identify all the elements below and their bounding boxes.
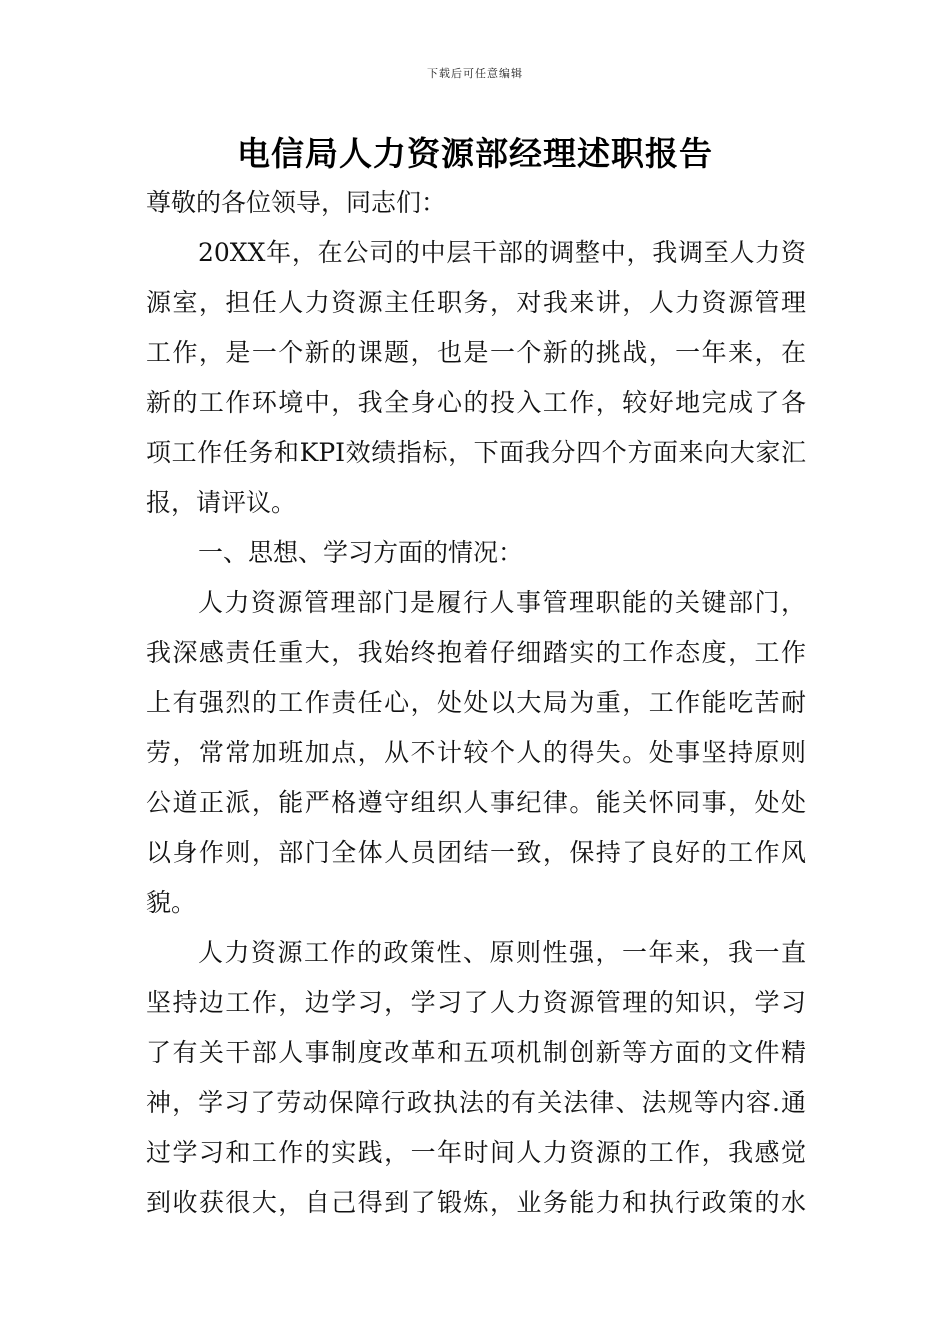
paragraph-2-line-5: 公道正派，能严格遵守组织人事纪律。能关怀同事，处处 — [146, 788, 806, 817]
paragraph-3-line-5: 过学习和工作的实践，一年时间人力资源的工作，我感觉 — [146, 1138, 806, 1167]
paragraph-1-line-4: 新的工作环境中，我全身心的投入工作，较好地完成了各 — [146, 388, 806, 417]
paragraph-1-line-3: 工作，是一个新的课题，也是一个新的挑战，一年来，在 — [146, 338, 806, 367]
paragraph-1-line-5: 项工作任务和KPI效绩指标，下面我分四个方面来向大家汇 — [146, 438, 806, 467]
paragraph-2-line-4: 劳，常常加班加点，从不计较个人的得失。处事坚持原则 — [146, 738, 806, 767]
document-body — [146, 178, 806, 1228]
paragraph-3-line-6: 到收获很大，自己得到了锻炼，业务能力和执行政策的水 — [146, 1188, 806, 1217]
paragraph-2-line-6: 以身作则，部门全体人员团结一致，保持了良好的工作风 — [146, 838, 806, 867]
salutation-line: 尊敬的各位领导，同志们： — [146, 188, 447, 217]
paragraph-3-line-3: 了有关干部人事制度改革和五项机制创新等方面的文件精 — [146, 1038, 806, 1067]
paragraph-3-line-2: 坚持边工作，边学习，学习了人力资源管理的知识，学习 — [146, 988, 806, 1017]
paragraph-2-line-2: 我深感责任重大，我始终抱着仔细踏实的工作态度，工作 — [146, 638, 806, 667]
header-note: 下载后可任意编辑 — [427, 67, 523, 80]
paragraph-1-line-1: 20XX年，在公司的中层干部的调整中，我调至人力资 — [198, 238, 806, 267]
paragraph-3-line-1: 人力资源工作的政策性、原则性强，一年来，我一直 — [198, 938, 806, 967]
paragraph-2-line-1: 人力资源管理部门是履行人事管理职能的关键部门， — [198, 588, 806, 617]
paragraph-1-line-6: 报，请评议。 — [146, 488, 297, 517]
paragraph-1-line-2: 源室，担任人力资源主任职务，对我来讲，人力资源管理 — [146, 288, 806, 317]
paragraph-2-line-3: 上有强烈的工作责任心，处处以大局为重，工作能吃苦耐 — [146, 688, 806, 717]
paragraph-2-line-7: 貌。 — [146, 888, 197, 917]
section-heading-1: 一、思想、学习方面的情况： — [198, 538, 524, 567]
document-title: 电信局人力资源部经理述职报告 — [237, 134, 713, 173]
paragraph-3-line-4: 神，学习了劳动保障行政执法的有关法律、法规等内容.通 — [146, 1088, 806, 1117]
